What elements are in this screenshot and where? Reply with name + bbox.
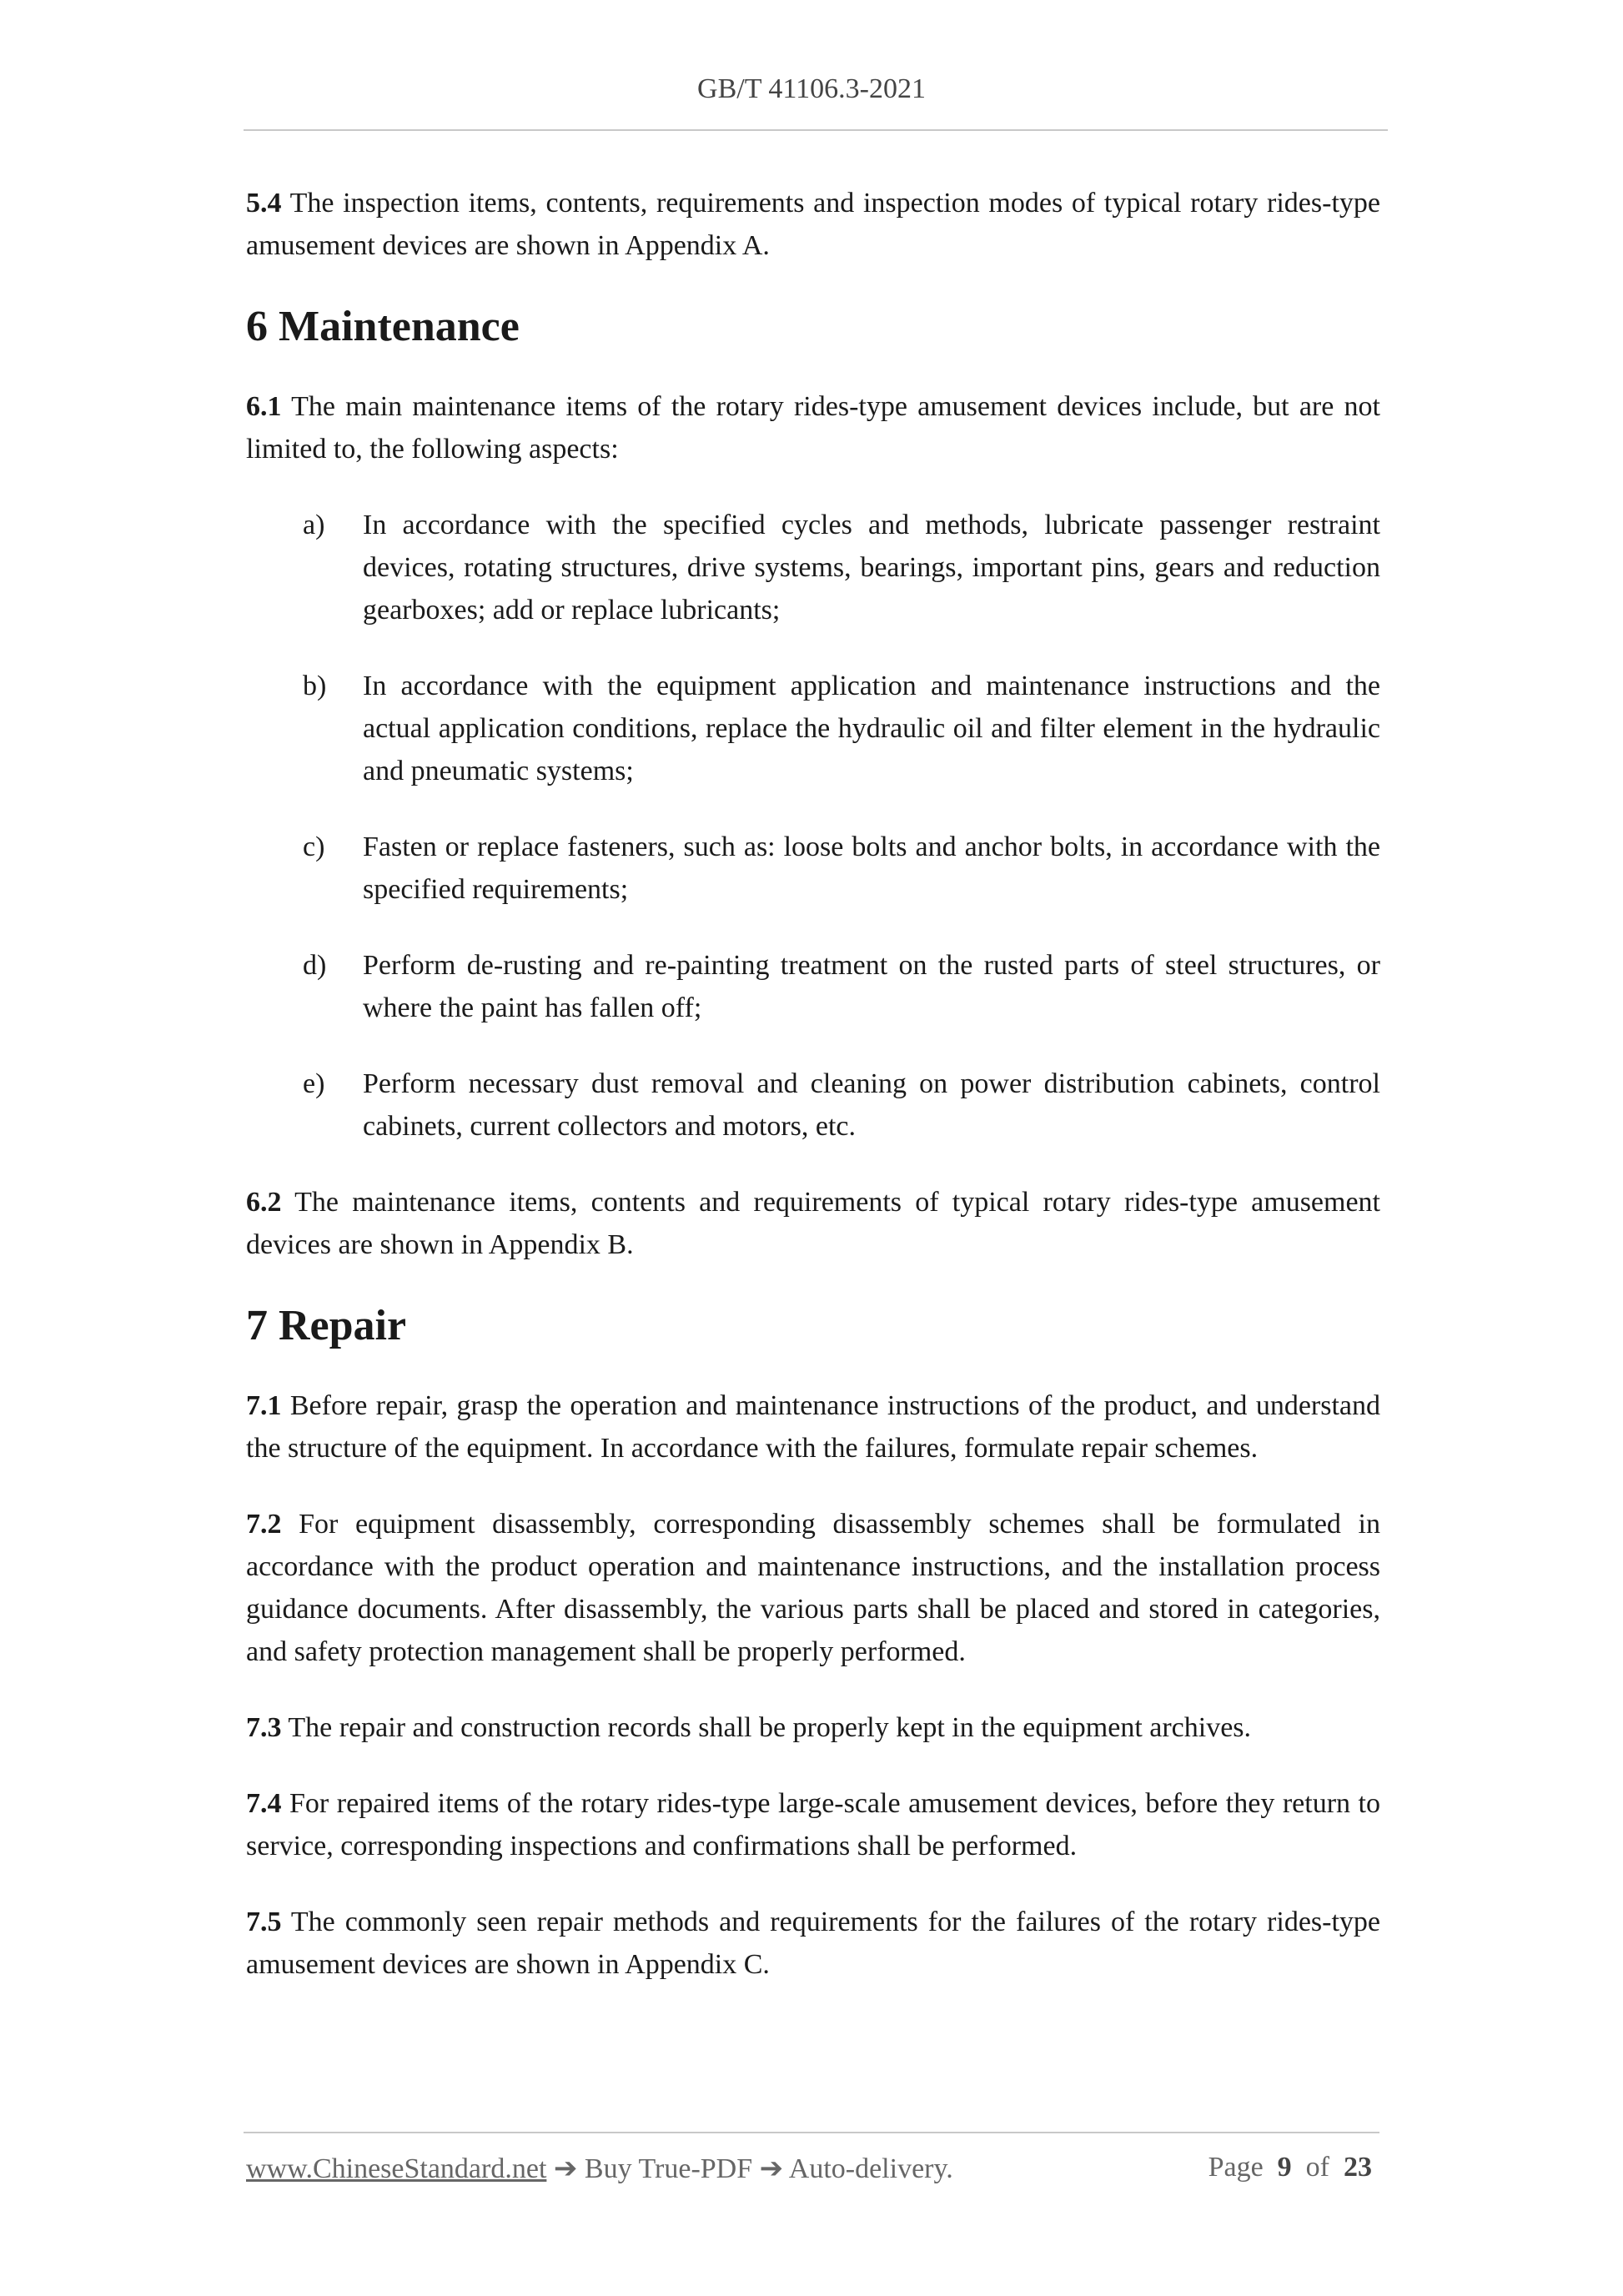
clause-number: 7.5: [246, 1907, 282, 1937]
clause-number: 7.4: [246, 1788, 282, 1819]
list-item-text: Perform necessary dust removal and cleaning on power distribution cabinets, control cabinets, current collectors and motors, etc.: [363, 1068, 1380, 1142]
arrow-right-icon: ➔: [752, 2153, 789, 2184]
clause-text: Before repair, grasp the operation and maintenance instructions of the product, and understand the structure of the equipment. In accordance with the failures, formulate repair schemes.: [246, 1390, 1380, 1464]
clause-number: 7.1: [246, 1390, 282, 1421]
paragraph-7-3: [246, 1706, 1380, 1749]
buy-true-pdf-text: Buy True-PDF: [584, 2153, 753, 2184]
document-id-header: GB/T 41106.3-2021: [697, 73, 926, 104]
paragraph-7-5: [246, 1901, 1380, 1986]
list-marker: c): [303, 831, 325, 862]
paragraph-7-1: [246, 1384, 1380, 1470]
list-item: [246, 1063, 1380, 1148]
page-indicator: [1208, 2152, 1372, 2183]
clause-text: The repair and construction records shall be properly kept in the equipment archives.: [281, 1712, 1252, 1743]
list-item-text: In accordance with the equipment application and maintenance instructions and the actual application conditions, replace the hydraulic oil and filter element in the hydraulic and pneumatic systems;: [363, 671, 1380, 786]
list-item: [246, 944, 1380, 1029]
auto-delivery-text: Auto-delivery.: [788, 2153, 953, 2184]
chinesestandard-link[interactable]: www.ChineseStandard.net: [246, 2153, 547, 2184]
clause-number: 6.2: [246, 1187, 282, 1218]
list-item-text: In accordance with the specified cycles and methods, lubricate passenger restraint devices, rotating structures, drive systems, bearings, important pins, gears and reduction gearboxes; add or replace lubricants;: [363, 510, 1380, 625]
page-content: [246, 182, 1380, 2019]
list-item: [246, 826, 1380, 911]
paragraph-6-2: [246, 1181, 1380, 1266]
clause-number: 5.4: [246, 188, 282, 219]
header-divider: [244, 129, 1388, 131]
list-item: [246, 665, 1380, 792]
section-heading-repair: 7 Repair: [246, 1302, 407, 1349]
maintenance-items-list: [246, 504, 1380, 1148]
footer-divider: [244, 2132, 1379, 2133]
list-item-text: Fasten or replace fasteners, such as: loose bolts and anchor bolts, in accordance with the specified requirements;: [363, 831, 1380, 905]
paragraph-6-1: [246, 385, 1380, 470]
list-marker: d): [303, 950, 327, 981]
paragraph-7-2: [246, 1503, 1380, 1673]
list-marker: b): [303, 671, 327, 701]
list-item: [246, 504, 1380, 631]
clause-number: 7.2: [246, 1509, 282, 1540]
list-marker: e): [303, 1068, 325, 1099]
clause-number: 7.3: [246, 1712, 282, 1743]
clause-text: The main maintenance items of the rotary rides-type amusement devices include, but are not limited to, the following aspects:: [246, 391, 1380, 465]
section-heading-maintenance: 6 Maintenance: [246, 303, 520, 350]
list-item-text: Perform de-rusting and re-painting treatment on the rusted parts of steel structures, or where the paint has fallen off;: [363, 950, 1380, 1023]
clause-text: The inspection items, contents, requirements and inspection modes of typical rotary rides-type amusement devices are shown in Appendix A.: [246, 188, 1380, 261]
page-footer: [246, 2152, 1372, 2185]
list-marker: a): [303, 510, 325, 540]
footer-promo: [246, 2153, 953, 2184]
total-page-number: 23: [1344, 2152, 1372, 2183]
paragraph-7-4: [246, 1782, 1380, 1867]
paragraph-5-4: [246, 182, 1380, 267]
arrow-right-icon: ➔: [546, 2153, 585, 2184]
page-of-label: of: [1305, 2152, 1329, 2183]
clause-text: The maintenance items, contents and requirements of typical rotary rides-type amusement devices are shown in Appendix B.: [246, 1187, 1380, 1260]
clause-number: 6.1: [246, 391, 282, 422]
clause-text: For repaired items of the rotary rides-type large-scale amusement devices, before they return to service, corresponding inspections and confirmations shall be performed.: [246, 1788, 1380, 1861]
current-page-number: 9: [1277, 2152, 1292, 2183]
page-label: Page: [1208, 2152, 1264, 2183]
clause-text: For equipment disassembly, corresponding disassembly schemes shall be formulated in accordance with the product operation and maintenance instructions, and the installation process guidance documents. After disassembly, the various parts shall be placed and stored in categories, and safety protection management shall be properly performed.: [246, 1509, 1380, 1667]
clause-text: The commonly seen repair methods and requirements for the failures of the rotary rides-type amusement devices are shown in Appendix C.: [246, 1907, 1380, 1980]
